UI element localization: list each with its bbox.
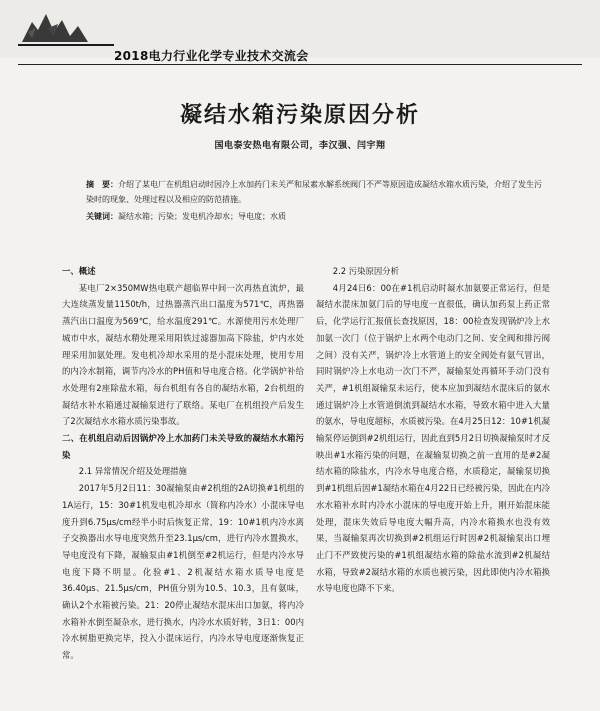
paragraph: 某电厂2×350MW热电联产超临界中间一次再热直流炉，最大连续蒸发量1150t/h，过热器蒸汽出口温度为571℃，再热器蒸汽出口温度为569℃，给水温度291℃。水源使用污水处理厂城市中水，凝结水精处理采用阳铁过滤器加高下除盐，炉内水处理采用加氨处理。发电机冷却水采用的是小混床处理，使用专用的内冷水制箱，调节内冷水的PH值和导电度合格。化学锅炉补给水处理有2座除盐水箱，每台机组有各自的凝结水箱，2台机组的凝结水补水箱通过凝输泵进行了联络。某电厂在机组投产后发生了2次凝结水水箱水质污染事故。 [62, 282, 304, 427]
keywords-text: 凝结水箱；污染；发电机冷却水；导电度；水质 [118, 212, 286, 221]
section-heading: 一、概述 [62, 266, 96, 276]
left-column [62, 263, 304, 664]
abstract-text: 介绍了某电厂在机组启动时因冷上水加药门未关严和尿素水解系统阀门不严等原因造成凝结水箱水质污染，介绍了发生污染时的现象、处理过程以及相应的防范措施。 [86, 180, 542, 204]
paragraph: 2017年5月2日11：30凝输泵由#2机组的2A切换#1机组的1A运行，15：30#1机发电机冷却水（简称内冷水）小混床导电度升到6.75μs/cm经半小时后恢复正常，19：10#1机内冷水离子交换器出水导电度突然升至23.1μs/cm，进行内冷水置换水，导电度没有下降，凝输泵由#1机倒至#2机运行，但是内冷水导电度下降不明显。化验#1、2机凝结水箱水质导电度是36.40μs、21.5μs/cm，PH值分别为10.5、10.3，且有氨味，确认2个水箱被污染。21：20停止凝结水混床出口加氨，将内冷水箱补水倒至凝杂水，进行换水，内冷水水质好转，3日1：00内冷水树脂更换完毕，投入小混床运行，内冷水导电度逐渐恢复正常。 [62, 483, 304, 661]
abstract-label: 摘 要： [86, 180, 118, 189]
keywords [86, 210, 546, 225]
header-rule [18, 64, 582, 65]
section-heading: 2.2 污染原因分析 [332, 266, 400, 276]
conference-title: 2018电力行业化学专业技术交流会 [114, 49, 309, 63]
page-header [0, 0, 600, 63]
paper-title: 凝结水箱污染原因分析 [179, 103, 420, 128]
section-heading: 二、在机组启动后因锅炉冷上水加药门未关导致的凝结水水箱污染 [62, 433, 304, 460]
paragraph: 4月24日6：00在#1机启动时凝水加氨要正常运行，但是凝结水混床加氨门后的导电度一直很低，确认加药泵上药正常后，化学运行汇报值长查找原因，18：00检查发现锅炉冷上水加氨一次门（位于锅炉上水两个电动门之间、安全阀和排污阀之间）没有关严，锅炉冷上水管道上的安全阀处有氨气冒出，同时锅炉冷上水电动一次门不严，凝输泵处再循环手动门没有关严，#1机组凝输泵未运行，使本应加到凝结水混床后的氨水通过锅炉冷上水管道倒流到凝结水水箱，导致水箱中进入大量的氨水，导电度超标，水质被污染。在4月25日12：10#1机凝输泵停运倒到#2机组运行，因此直到5月2日切换凝输泵时才反映出#1水箱污染的问题，在凝输泵切换之前一直用的是#2凝结水箱的除盐水，内冷水导电度合格，水质稳定，凝输泵切换到#1机组后因#1凝结水箱在4月22日已经被污染，因此在内冷水水箱补水时内冷水小混床的导电度开始上升，刚开始混床能处理，混床失效后导电度大幅升高，内冷水箱换水也没有效果，当凝输泵再次切换到#2机组运行时因#2机凝输泵出口埋止门不严致使污染的#1机组凝结水箱的除盐水流到#2机凝结水箱，导致#2凝结水箱的水质也被污染，因此即使内冷水箱换水导电度也降不下来。 [316, 282, 550, 594]
keywords-label: 关键词： [86, 212, 118, 221]
section-heading: 2.1 异常情况介绍及处理措施 [78, 466, 187, 477]
abstract [86, 178, 546, 207]
right-column [316, 263, 550, 597]
paper-author: 国电泰安热电有限公司，李汉强、闫宇翔 [214, 141, 386, 151]
conference-logo [18, 8, 118, 50]
